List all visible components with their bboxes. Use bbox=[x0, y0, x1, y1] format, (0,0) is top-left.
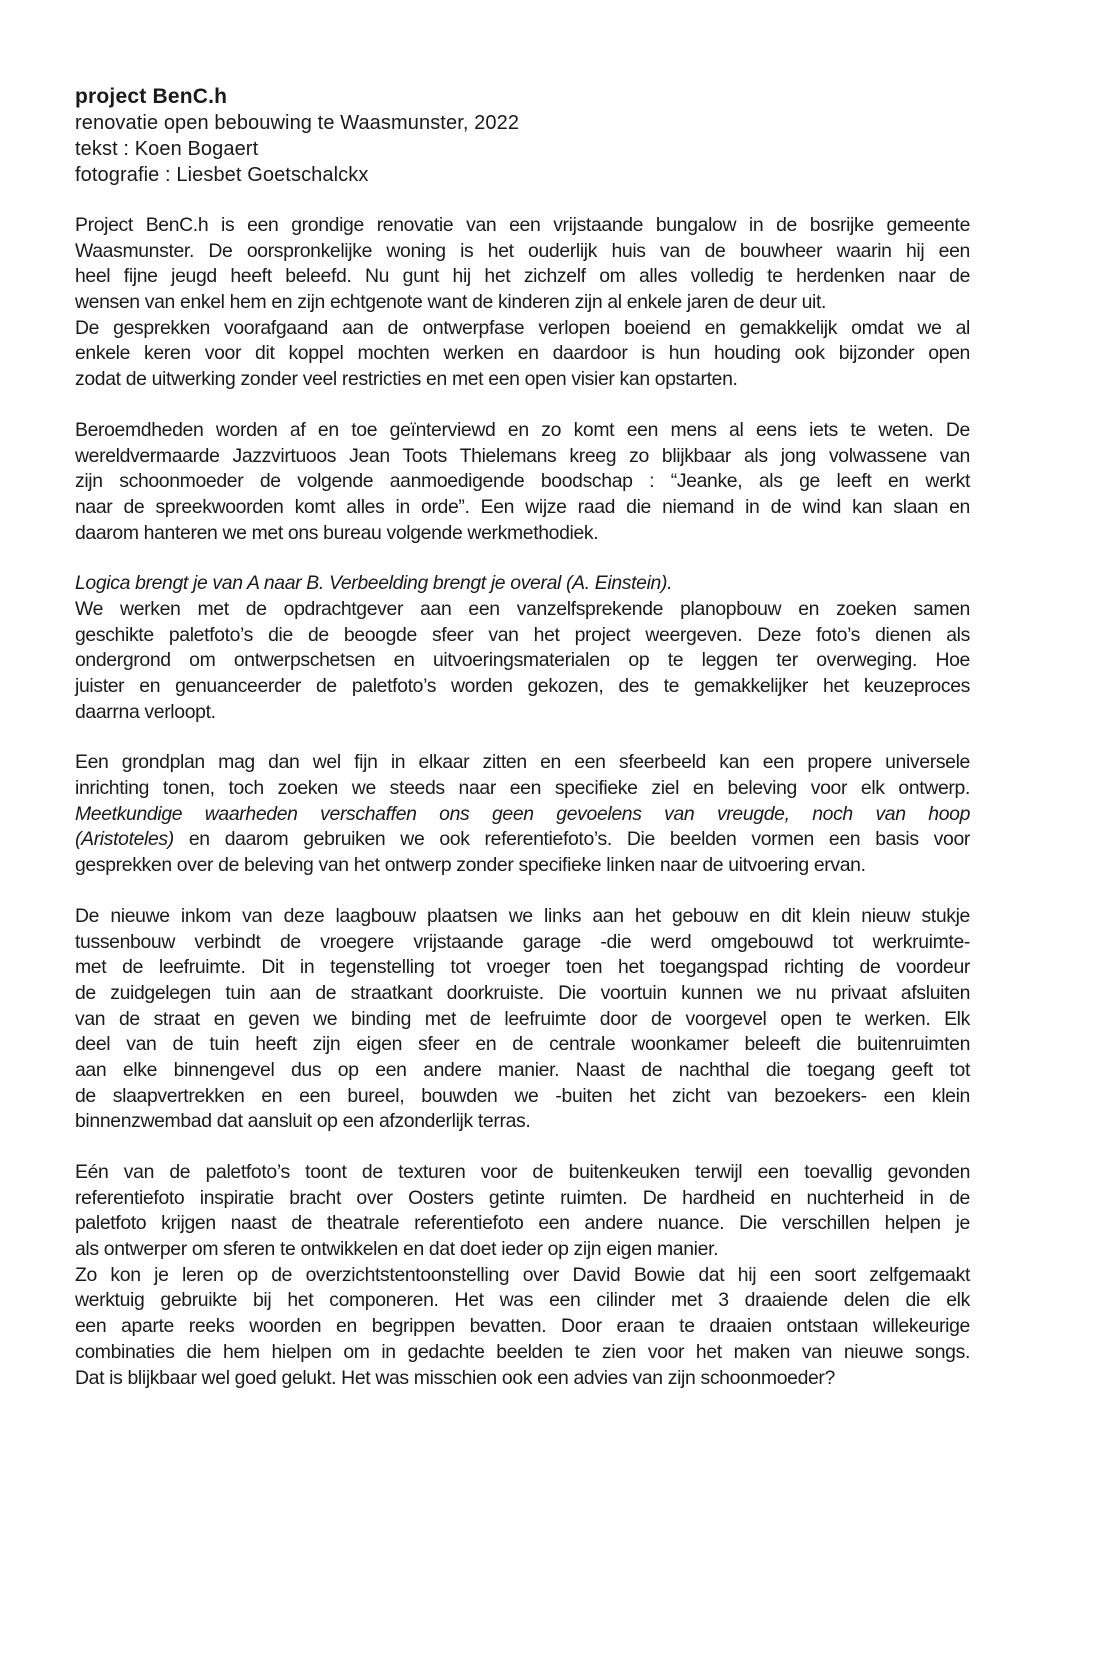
text-line: wensen van enkel hem en zijn echtgenote want de kinderen zijn al enkele jaren de deur uit. bbox=[75, 291, 827, 314]
paragraph-werkmethodiek bbox=[75, 571, 970, 725]
text-line: juister en genuanceerder de paletfoto’s worden gekozen, des te gemakkelijker het keuzeproces bbox=[75, 675, 970, 697]
text-line: binnenzwembad dat aansluit op een afzonderlijk terras. bbox=[75, 1110, 531, 1133]
project-subtitle: renovatie open bebouwing te Waasmunster, 2022 bbox=[75, 112, 520, 134]
text-line: referentiefoto inspiratie bracht over Oosters getinte ruimten. De hardheid en nuchterheid in de bbox=[75, 1186, 970, 1209]
text-line: wereldvermaarde Jazzvirtuoos Jean Toots Thielemans kreeg zo blijkbaar als jong volwassene van bbox=[75, 444, 970, 467]
text-line: aan elke binnengevel dus op een andere manier. Naast de nachthal die toegang geeft tot bbox=[75, 1058, 970, 1081]
text-line: Waasmunster. De oorspronkelijke woning is het ouderlijk huis van de bouwheer waarin hij een bbox=[75, 239, 970, 262]
text-line: van de straat en geven we binding met de leefruimte door de voorgevel open te werken. Elk bbox=[75, 1007, 970, 1030]
text-line: naar de spreekwoorden komt alles in orde”. Een wijze raad die niemand in de wind kan slaan en bbox=[75, 495, 970, 518]
paragraph-paletfotos bbox=[75, 1160, 970, 1263]
paragraph-intro bbox=[75, 213, 970, 316]
text-line: Beroemdheden worden af en toe geïnterviewd en zo komt een mens al eens iets te weten. De bbox=[75, 418, 970, 441]
text-line: zijn schoonmoeder de volgende aanmoedigende boodschap : “Jeanke, als ge leeft en werkt bbox=[75, 470, 970, 493]
photo-credit: fotografie : Liesbet Goetschalckx bbox=[75, 164, 369, 186]
text-line: de zuidgelegen tuin aan de straatkant doorkruiste. Die voortuin kunnen we nu privaat afsluiten bbox=[75, 981, 970, 1004]
project-title: project BenC.h bbox=[75, 85, 228, 108]
text-line: zodat de uitwerking zonder veel restricties en met een open visier kan opstarten. bbox=[75, 368, 738, 391]
text-line bbox=[75, 827, 970, 853]
text-line: de slaapvertrekken en een bureel, bouwden we -buiten het zicht van bezoekers- een klein bbox=[75, 1084, 970, 1107]
text-line: Project BenC.h is een grondige renovatie van een vrijstaande bungalow in de bosrijke gemeente bbox=[75, 214, 970, 236]
text-line: Eén van de paletfoto’s toont de texturen voor de buitenkeuken terwijl een toevallig gevonden bbox=[75, 1161, 970, 1183]
quote-attribution: (Aristoteles) bbox=[75, 828, 174, 851]
document-page bbox=[75, 84, 970, 1416]
text-line: De nieuwe inkom van deze laagbouw plaatsen we links aan het gebouw en dit klein nieuw stukje bbox=[75, 904, 970, 927]
text-line: inrichting tonen, toch zoeken we steeds naar een specifieke ziel en beleving voor elk ontwerp. bbox=[75, 777, 970, 800]
text-line: Dat is blijkbaar wel goed gelukt. Het was misschien ook een advies van zijn schoonmoeder? bbox=[75, 1366, 835, 1389]
aristoteles-quote: Meetkundige waarheden verschaffen ons geen gevoelens van vreugde, noch van hoop bbox=[75, 802, 970, 825]
text-line: deel van de tuin heeft zijn eigen sfeer en de centrale woonkamer beleeft die buitenruimten bbox=[75, 1033, 970, 1056]
text-line: geschikte paletfoto’s die de beoogde sfeer van het project weergeven. Deze foto’s dienen als bbox=[75, 623, 970, 646]
einstein-quote: Logica brengt je van A naar B. Verbeelding brengt je overal (A. Einstein). bbox=[75, 572, 673, 595]
text-line: paletfoto krijgen naast de theatrale referentiefoto een andere nuance. Die verschillen helpen je bbox=[75, 1212, 970, 1235]
paragraph-grondplan bbox=[75, 750, 970, 878]
text-line: daarrna verloopt. bbox=[75, 700, 216, 723]
text-line: gesprekken over de beleving van het ontwerp zonder specifieke linken naar de uitvoering ervan. bbox=[75, 854, 866, 877]
text-line: werktuig gebruikte bij het componeren. Het was een cilinder met 3 draaiende delen die elk bbox=[75, 1289, 970, 1312]
text-credit: tekst : Koen Bogaert bbox=[75, 138, 259, 160]
text-line: Zo kon je leren op de overzichtstentoonstelling over David Bowie dat hij een soort zelfgemaakt bbox=[75, 1263, 970, 1286]
text-line: als ontwerper om sferen te ontwikkelen en dat doet ieder op zijn eigen manier. bbox=[75, 1238, 719, 1261]
text-line: De gesprekken voorafgaand aan de ontwerpfase verlopen boeiend en gemakkelijk omdat we al bbox=[75, 316, 970, 339]
paragraph-inkom bbox=[75, 904, 970, 1135]
text-line: ondergrond om ontwerpschetsen en uitvoeringsmaterialen op te leggen ter overweging. Hoe bbox=[75, 649, 970, 672]
paragraph-beroemdheden bbox=[75, 418, 970, 546]
text-fragment: en daarom gebruiken we ook referentiefoto’s. Die beelden vormen een basis voor bbox=[173, 828, 970, 851]
text-line: enkele keren voor dit koppel mochten werken en daardoor is hun houding ook bijzonder open bbox=[75, 342, 970, 365]
document-header bbox=[75, 84, 970, 188]
text-line: combinaties die hem hielpen om in gedachte beelden te zien voor het maken van nieuwe songs. bbox=[75, 1340, 970, 1363]
text-line: daarom hanteren we met ons bureau volgende werkmethodiek. bbox=[75, 521, 599, 544]
text-line: We werken met de opdrachtgever aan een vanzelfsprekende planopbouw en zoeken samen bbox=[75, 597, 970, 620]
paragraph-gesprekken bbox=[75, 316, 970, 393]
text-line: tussenbouw verbindt de vroegere vrijstaande garage -die werd omgebouwd tot werkruimte- bbox=[75, 930, 970, 953]
text-line: heel fijne jeugd heeft beleefd. Nu gunt hij het zichzelf om alles volledig te herdenken naar de bbox=[75, 265, 970, 288]
text-line: met de leefruimte. Dit in tegenstelling tot vroeger toen het toegangspad richting de voordeur bbox=[75, 956, 970, 979]
text-line: een aparte reeks woorden en begrippen bevatten. Door eraan te draaien ontstaan willekeurige bbox=[75, 1315, 970, 1338]
text-line: Een grondplan mag dan wel fijn in elkaar zitten en een sfeerbeeld kan een propere universele bbox=[75, 751, 970, 774]
paragraph-bowie bbox=[75, 1263, 970, 1391]
